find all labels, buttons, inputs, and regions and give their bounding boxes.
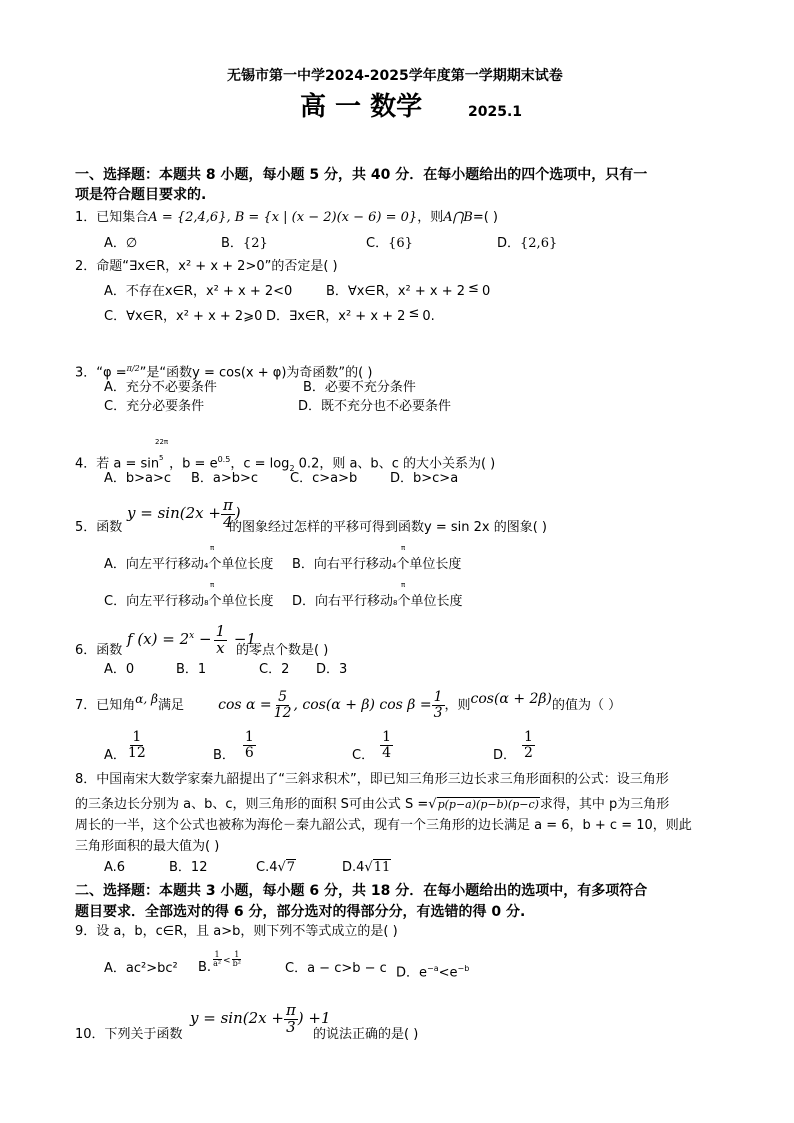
q7-frac1-numerator: 5 xyxy=(278,688,288,705)
q6-fraction-denominator: x xyxy=(216,638,225,657)
q7-frac1-denominator: 12 xyxy=(273,704,292,721)
q8-option-d-radicand: 11 xyxy=(373,860,391,875)
q6-number: 6．函数 xyxy=(75,643,123,658)
q7-option-c-denominator: 4 xyxy=(382,745,391,761)
q6-function-mid: − xyxy=(194,630,212,648)
q7-option-a xyxy=(104,728,148,774)
q9-frac2-denominator: b² xyxy=(232,959,241,968)
q7-frac1 xyxy=(272,690,294,720)
q9-frac2-numerator: 1 xyxy=(234,949,240,959)
q5-option-c-denominator: 8 xyxy=(204,599,209,607)
q7-target: cos(α + 2β) xyxy=(470,691,552,707)
q5-option-c-text: C．向左平行移动 xyxy=(104,594,205,609)
q9-option-b-frac1 xyxy=(211,951,223,969)
q9-frac1-denominator: a² xyxy=(213,959,222,968)
q8-line-1: 8．中国南宋大数学家秦九韶提出了“三斜求积术”，即已知三角形三边长求三角形面积的公式：设三角形 xyxy=(75,772,669,787)
section2-heading: 二、选择题：本题共 3 小题，每小题 6 分，共 18 分．在每小题给出的选项中，有多项符合 xyxy=(75,883,648,899)
q7-frac2-numerator: 1 xyxy=(433,688,443,705)
q7-option-d xyxy=(493,728,535,774)
q5-number: 5．函数 xyxy=(75,520,123,535)
q8-line-2-post: 求得，其中 p为三角形 xyxy=(539,797,670,812)
q1-option-d-label: D． xyxy=(497,236,521,251)
q2-option-d-text: D．∃x∈R，x² + x + 2 xyxy=(266,309,406,324)
q5-option-b-denominator: 4 xyxy=(391,562,397,570)
q4-log-base: 2 xyxy=(289,463,295,473)
q5-option-c-unit: 个单位长度 xyxy=(208,594,274,609)
q9-option-d-lt: <e xyxy=(438,965,458,981)
q1-option-b-value: {2} xyxy=(242,236,268,251)
q7-angles: α, β xyxy=(135,692,158,706)
q4-option-c: C．c>a>b xyxy=(290,471,358,486)
q2-option-c: C．∀x∈R，x² + x + 2⩾0 xyxy=(104,309,263,324)
q9-frac1-numerator: 1 xyxy=(214,949,220,959)
q1-suffix: ，则 xyxy=(417,210,444,225)
q8-line-2: 的三条边长分别为 a、b、c，则三角形的面积 S可由公式 S =√p(p−a)(p−b)(p−c)求得，其中 p为三角形 xyxy=(75,797,670,812)
question-7 xyxy=(75,679,621,726)
q5-fraction-denominator: 4 xyxy=(223,512,233,531)
q6-function-post: −1 xyxy=(229,630,256,648)
q7-option-a-fraction xyxy=(126,730,148,760)
q5-option-d xyxy=(292,594,463,611)
q7-option-d-denominator: 2 xyxy=(524,745,533,761)
q2-option-d-symbol: ≤ xyxy=(408,306,420,321)
q1-prefix: 已知集合 xyxy=(96,210,149,225)
q9-option-b-label: B. xyxy=(198,960,212,975)
q1-option-c-label: C． xyxy=(366,236,389,251)
q4-option-b: B．a>b>c xyxy=(191,471,259,486)
q5-option-d-pi: π xyxy=(401,581,406,589)
section2-heading-cont: 题目要求．全部选对的得 6 分，部分选对的得部分分，有选错的得 0 分. xyxy=(75,904,526,920)
q6-function-exponent: x xyxy=(189,631,195,641)
q10-function-pre: y = sin(2x + xyxy=(190,1009,284,1027)
exam-date: 2025.1 xyxy=(468,104,523,120)
q3-option-b: B．必要不充分条件 xyxy=(303,380,416,395)
q9-option-d-text: D．e xyxy=(396,965,428,981)
q1-end: =( ) xyxy=(472,210,498,225)
q3-option-d: D．既不充分也不必要条件 xyxy=(298,399,452,414)
q7-end: 的值为（ ） xyxy=(551,698,622,713)
q7-option-c-label: C． xyxy=(352,748,375,763)
q5-option-d-denominator: 8 xyxy=(393,599,398,607)
q10-fraction-denominator: 3 xyxy=(286,1017,296,1036)
question-3 xyxy=(75,361,372,381)
question-9: 9．设 a，b，c∈R，且 a>b，则下列不等式成立的是( ) xyxy=(75,924,398,939)
q6-function-fraction xyxy=(212,621,230,657)
q8-option-d-pre: D.4 xyxy=(342,860,365,875)
q9-option-b-lt: < xyxy=(223,956,231,966)
q2-option-b xyxy=(326,281,491,300)
q3-fraction: π/2 xyxy=(126,364,140,373)
q5-option-a-text: A．向左平行移动 xyxy=(104,557,204,572)
q5-option-d-text: D．向右平行移动 xyxy=(292,594,394,609)
q4-stem2: ，c = log xyxy=(230,456,290,472)
q1-option-a-label: A． xyxy=(104,236,126,251)
q8-option-b: B．12 xyxy=(169,860,208,875)
q2-option-d-end: 0. xyxy=(422,309,435,324)
q10-function-fraction xyxy=(284,1000,298,1036)
q8-line-3: 周长的一半，这个公式也被称为海伦－秦九韶公式，现有一个三角形的边长满足 a = 6，b + c = 10，则此 xyxy=(75,818,692,833)
q6-option-c: C．2 xyxy=(259,662,290,677)
q9-option-d-exp2: −b xyxy=(457,964,470,973)
q5-function-post: ) xyxy=(234,504,241,522)
q7-option-a-numerator: 1 xyxy=(132,729,142,746)
q6-option-d: D．3 xyxy=(316,662,348,677)
q9-option-b xyxy=(198,945,243,983)
q1-option-c-value: {6} xyxy=(388,236,413,251)
q6-function-pre: f (x) = 2 xyxy=(127,630,190,648)
q6-option-b: B．1 xyxy=(176,662,207,677)
q8-heron-radicand: p(p−a)(p−b)(p−c) xyxy=(437,798,539,811)
q4-option-a: A．b>a>c xyxy=(104,471,172,486)
q5-option-b-unit: 个单位长度 xyxy=(396,557,462,572)
q7-condition xyxy=(218,688,444,721)
q7-frac2 xyxy=(432,690,445,720)
q1-option-d xyxy=(497,236,557,252)
q4-stem: ，b = e xyxy=(169,456,218,472)
exam-subject: 高 一 数学 xyxy=(300,92,423,122)
q5-option-a-pi: π xyxy=(210,544,215,552)
q9-option-a: A．ac²>bc² xyxy=(104,961,178,976)
q1-sets: A = {2,4,6}, B = {x | (x − 2)(x − 6) = 0} xyxy=(148,210,418,225)
q7-option-d-fraction xyxy=(522,730,535,760)
q2-option-a: A．不存在x∈R，x² + x + 2<0 xyxy=(104,284,293,299)
q7-option-d-numerator: 1 xyxy=(524,729,533,746)
q7-mid: 满足 xyxy=(157,698,184,713)
q2-option-b-end: 0 xyxy=(481,284,491,299)
q8-option-c: C.4√7 xyxy=(256,860,296,875)
q1-intersection: A⋂B xyxy=(443,210,473,225)
q7-then: ，则 xyxy=(444,698,471,713)
school-title: 无锡市第一中学2024-2025学年度第一学期期末试卷 xyxy=(227,68,563,84)
q8-option-c-radicand: 7 xyxy=(286,860,296,875)
q5-stem: 的图象经过怎样的平移可得到函数y = sin 2x 的图象( ) xyxy=(229,520,547,535)
q1-option-b xyxy=(221,236,268,252)
q5-function-pre: y = sin(2x + xyxy=(127,504,221,522)
q1-option-a xyxy=(104,236,137,252)
q10-number: 10．下列关于函数 xyxy=(75,1027,183,1042)
q3-option-a: A．充分不必要条件 xyxy=(104,380,217,395)
q8-line-2-pre: 的三条边长分别为 a、b、c，则三角形的面积 S可由公式 S = xyxy=(75,797,429,812)
q5-fraction-numerator: π xyxy=(222,495,233,514)
q9-option-c: C．a − c>b − c xyxy=(285,961,387,976)
q5-option-c-pi: π xyxy=(210,581,215,589)
q4-stem3: 0.2，则 a、b、c 的大小关系为( ) xyxy=(294,456,496,472)
q5-option-c xyxy=(104,594,274,611)
q8-line-4: 三角形面积的最大值为( ) xyxy=(75,839,220,854)
q1-option-b-label: B． xyxy=(221,236,243,251)
q7-option-b xyxy=(213,728,256,774)
q7-option-c xyxy=(352,728,393,774)
q5-option-b-text: B．向右平行移动 xyxy=(292,557,392,572)
q7-option-b-label: B． xyxy=(213,748,235,763)
section1-heading: 一、选择题：本题共 8 小题，每小题 5 分，共 40 分．在每小题给出的四个选项中，只有一 xyxy=(75,167,648,183)
q1-number: 1． xyxy=(75,210,97,225)
q4-option-d: D．b>c>a xyxy=(390,471,459,486)
q4-exponent: 0.5 xyxy=(217,455,231,464)
question-1 xyxy=(75,210,498,226)
q4-prefix: 4．若 a = sin xyxy=(75,456,160,472)
q5-option-b xyxy=(292,557,461,574)
q5-option-d-unit: 个单位长度 xyxy=(397,594,463,609)
q9-option-d xyxy=(396,961,469,981)
q3-prefix: 3．“φ = xyxy=(75,365,127,381)
q4-fraction-numerator: 22π xyxy=(155,438,169,446)
q5-option-b-pi: π xyxy=(401,544,406,552)
q1-option-d-value: {2,6} xyxy=(520,236,558,251)
q7-option-a-label: A． xyxy=(104,748,126,763)
q7-option-b-fraction xyxy=(243,730,256,760)
q7-number: 7．已知角 xyxy=(75,698,136,713)
section1-heading-cont: 项是符合题目要求的. xyxy=(75,187,207,203)
q7-option-d-label: D． xyxy=(493,748,517,763)
q6-stem: 的零点个数是( ) xyxy=(236,643,329,658)
q1-option-c xyxy=(366,236,413,252)
q10-stem: 的说法正确的是( ) xyxy=(313,1027,419,1042)
q1-option-a-value: ∅ xyxy=(125,236,138,251)
q6-fraction-numerator: 1 xyxy=(215,621,226,640)
q5-option-a-denominator: 4 xyxy=(203,562,209,570)
q2-option-b-symbol: ≤ xyxy=(468,281,479,296)
q5-option-a-unit: 个单位长度 xyxy=(208,557,274,572)
q10-function-post: ) +1 xyxy=(297,1009,331,1027)
q7-frac2-denominator: 3 xyxy=(433,704,443,721)
q9-option-b-frac2 xyxy=(231,951,243,969)
q3-option-c: C．充分必要条件 xyxy=(104,399,205,414)
question-2: 2．命题“∃x∈R，x² + x + 2>0”的否定是( ) xyxy=(75,259,338,274)
q8-option-c-pre: C.4 xyxy=(256,860,278,875)
q5-function xyxy=(127,495,241,531)
q10-fraction-numerator: π xyxy=(285,1000,296,1019)
q8-option-d: D.4√11 xyxy=(342,860,391,875)
q3-middle: ”是“函数y = cos(x + φ)为奇函数”的( ) xyxy=(139,365,373,381)
q7-option-c-numerator: 1 xyxy=(382,729,391,746)
q7-option-b-denominator: 6 xyxy=(244,745,254,761)
q10-function xyxy=(190,1000,331,1036)
q7-option-a-denominator: 12 xyxy=(127,745,146,761)
q9-option-d-exp1: −a xyxy=(427,964,439,973)
q8-option-a: A.6 xyxy=(104,860,126,875)
q7-option-c-fraction xyxy=(380,730,393,760)
q7-cos2: , cos(α + β) cos β = xyxy=(293,697,432,713)
q7-cos1: cos α = xyxy=(218,697,272,713)
q2-option-b-text: B．∀x∈R，x² + x + 2 xyxy=(326,284,466,299)
q5-option-a xyxy=(104,557,273,574)
q4-fraction-denominator: 5 xyxy=(159,454,164,462)
q7-option-b-numerator: 1 xyxy=(244,729,254,746)
q6-option-a: A．0 xyxy=(104,662,135,677)
q2-option-d xyxy=(266,306,435,325)
